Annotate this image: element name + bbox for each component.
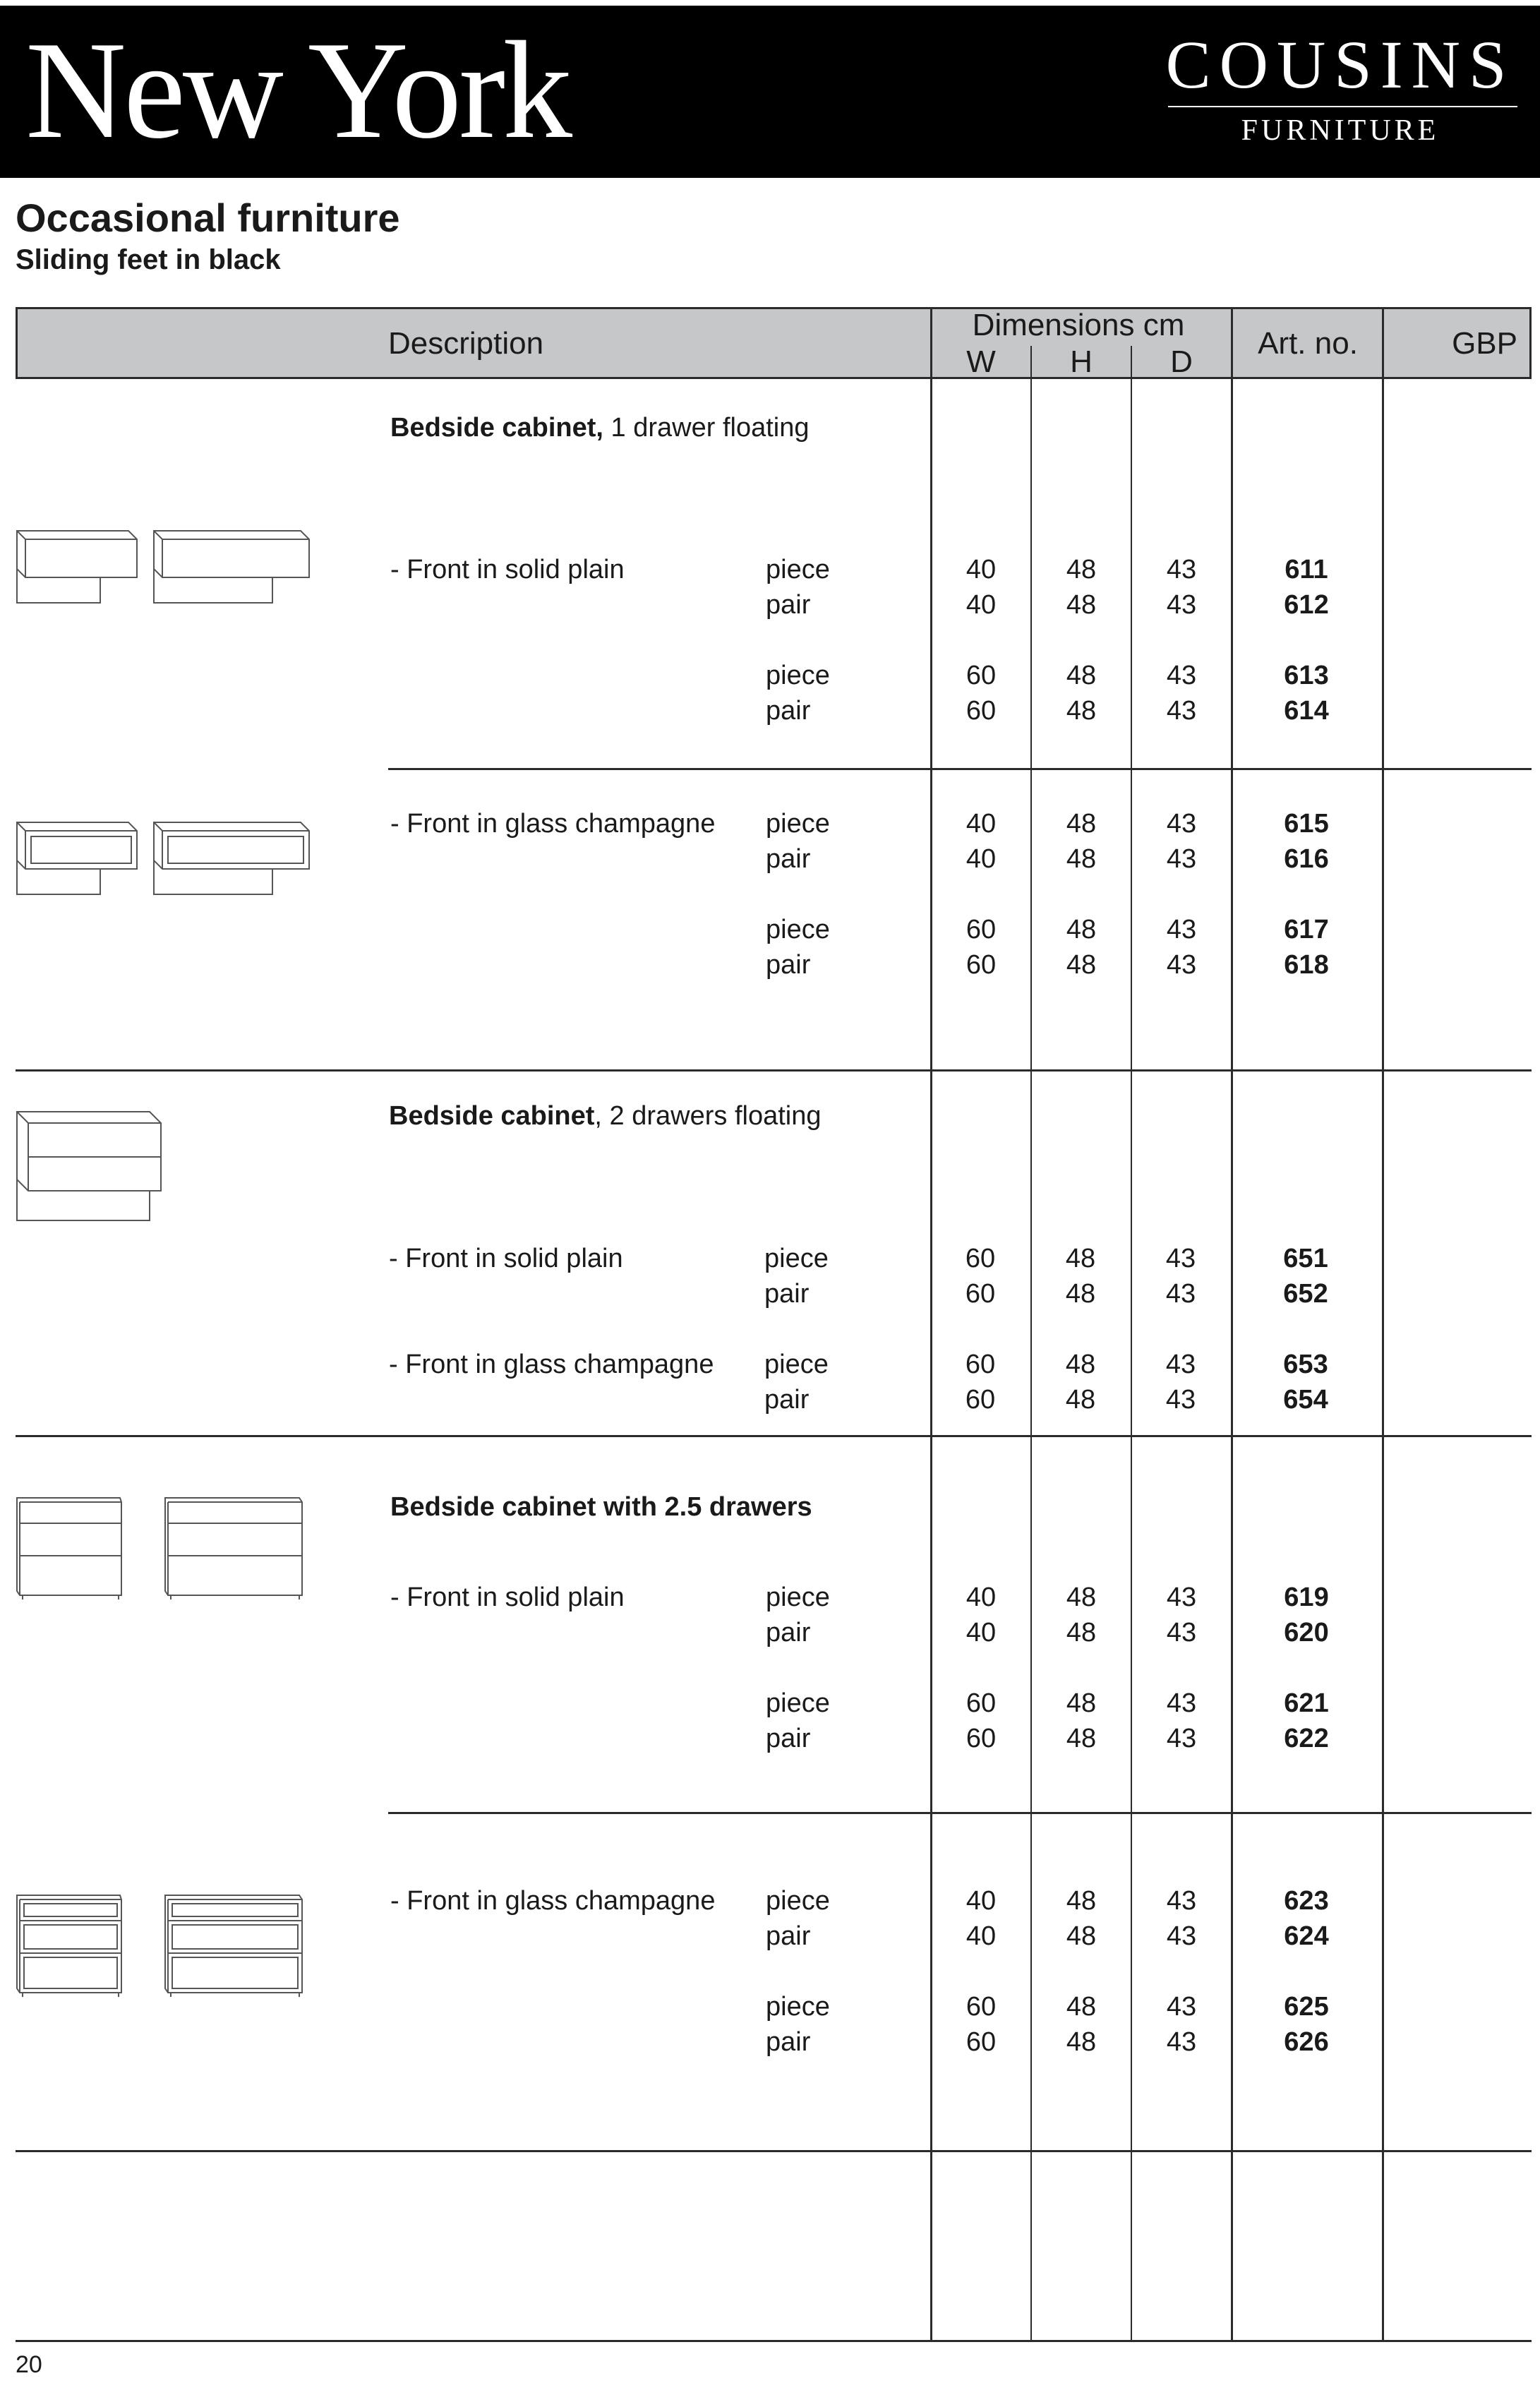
unit-label: piece: [766, 1583, 830, 1612]
depth-value: 43: [1166, 1921, 1197, 1951]
height-value: 48: [1065, 1350, 1096, 1379]
article-number: 654: [1283, 1385, 1328, 1415]
height-value: 48: [1066, 696, 1097, 726]
variant-divider: [388, 768, 1532, 770]
column-rule: [1131, 379, 1132, 2340]
height-value: 48: [1065, 1244, 1096, 1273]
height-value: 48: [1066, 950, 1097, 980]
group-divider: [16, 2150, 1532, 2152]
unit-label: pair: [764, 1279, 810, 1309]
header-divider: [1030, 346, 1032, 379]
width-value: 60: [965, 950, 997, 980]
depth-value: 43: [1166, 915, 1197, 944]
height-value: 48: [1065, 1279, 1096, 1309]
variant-label: - Front in solid plain: [390, 555, 625, 584]
width-value: 60: [965, 915, 997, 944]
height-value: 48: [1066, 1724, 1097, 1753]
article-number: 621: [1284, 1688, 1329, 1718]
brand-logo: COUSINS: [1165, 27, 1515, 102]
depth-value: 43: [1166, 661, 1197, 690]
unit-label: pair: [766, 2027, 811, 2057]
depth-value: 43: [1166, 844, 1197, 874]
bedside-cabinet-1-drawer-solid-sketch: [16, 529, 305, 607]
column-header-price: GBP: [1452, 326, 1517, 361]
height-value: 48: [1066, 1583, 1097, 1612]
column-rule: [1382, 379, 1384, 2340]
article-number: 622: [1284, 1724, 1329, 1753]
article-number: 615: [1284, 809, 1329, 839]
header-divider: [1231, 307, 1233, 379]
depth-value: 43: [1165, 1279, 1196, 1309]
unit-label: pair: [766, 696, 811, 726]
unit-label: piece: [766, 915, 830, 944]
section-title: Occasional furniture: [16, 196, 400, 240]
logo-divider: [1168, 106, 1517, 107]
width-value: 40: [965, 1886, 997, 1916]
article-number: 613: [1284, 661, 1329, 690]
group-title: [390, 412, 809, 443]
header-divider: [1382, 307, 1384, 379]
header-divider: [1131, 346, 1132, 379]
column-header-description: Description: [388, 326, 544, 361]
group-title-rest: 1 drawer floating: [603, 413, 810, 443]
article-number: 619: [1284, 1583, 1329, 1612]
variant-label: - Front in solid plain: [389, 1244, 623, 1273]
unit-label: pair: [766, 1921, 811, 1951]
variant-label: - Front in glass champagne: [390, 809, 716, 839]
height-value: 48: [1066, 1992, 1097, 2022]
article-number: 618: [1284, 950, 1329, 980]
article-number: 614: [1284, 696, 1329, 726]
unit-label: pair: [766, 950, 811, 980]
page-number: 20: [16, 2351, 42, 2378]
width-value: 60: [965, 661, 997, 690]
article-number: 624: [1284, 1921, 1329, 1951]
height-value: 48: [1066, 1886, 1097, 1916]
column-rule: [1030, 379, 1032, 2340]
article-number: 626: [1284, 2027, 1329, 2057]
bedside-cabinet-1-drawer-glass-sketch: [16, 821, 305, 899]
height-value: 48: [1066, 590, 1097, 620]
width-value: 40: [965, 590, 997, 620]
width-value: 40: [965, 1618, 997, 1647]
unit-label: piece: [766, 1886, 830, 1916]
article-number: 617: [1284, 915, 1329, 944]
group-title-bold: Bedside cabinet with 2.5 drawers: [390, 1492, 812, 1522]
unit-label: pair: [766, 1618, 811, 1647]
article-number: 653: [1283, 1350, 1328, 1379]
bedside-cabinet-2-drawers-sketch: [16, 1110, 164, 1223]
height-value: 48: [1065, 1385, 1096, 1415]
depth-value: 43: [1165, 1244, 1196, 1273]
depth-value: 43: [1166, 590, 1197, 620]
table-bottom-rule: [16, 2340, 1532, 2342]
depth-value: 43: [1166, 1583, 1197, 1612]
brand-logo-subtitle: FURNITURE: [1241, 114, 1440, 147]
depth-value: 43: [1166, 950, 1197, 980]
unit-label: piece: [766, 809, 830, 839]
depth-value: 43: [1166, 1688, 1197, 1718]
bedside-cabinet-2-5-drawers-glass-sketch: [16, 1894, 305, 2000]
unit-label: pair: [766, 1724, 811, 1753]
width-value: 60: [965, 1992, 997, 2022]
depth-value: 43: [1166, 1724, 1197, 1753]
height-value: 48: [1066, 809, 1097, 839]
width-value: 60: [965, 2027, 997, 2057]
article-number: 652: [1283, 1279, 1328, 1309]
depth-value: 43: [1166, 555, 1197, 584]
width-value: 40: [965, 844, 997, 874]
column-rule: [930, 379, 932, 2340]
article-number: 616: [1284, 844, 1329, 874]
unit-label: pair: [766, 844, 811, 874]
section-subtitle: Sliding feet in black: [16, 244, 281, 275]
height-value: 48: [1066, 915, 1097, 944]
unit-label: piece: [766, 555, 830, 584]
unit-label: piece: [766, 1688, 830, 1718]
group-title: [389, 1100, 821, 1132]
article-number: 620: [1284, 1618, 1329, 1647]
width-value: 60: [965, 1385, 996, 1415]
column-header-dimensions: Dimensions cm: [972, 308, 1185, 342]
group-divider: [16, 1069, 1532, 1072]
bedside-cabinet-2-5-drawers-sketch: [16, 1496, 305, 1602]
column-header-height: H: [1070, 344, 1093, 379]
unit-label: piece: [766, 661, 830, 690]
article-number: 611: [1285, 555, 1328, 584]
article-number: 651: [1283, 1244, 1328, 1273]
depth-value: 43: [1165, 1350, 1196, 1379]
height-value: 48: [1066, 844, 1097, 874]
unit-label: pair: [766, 590, 811, 620]
article-number: 623: [1284, 1886, 1329, 1916]
unit-label: pair: [764, 1385, 810, 1415]
header-divider: [1529, 307, 1532, 379]
width-value: 60: [965, 696, 997, 726]
variant-label: - Front in glass champagne: [390, 1886, 716, 1916]
article-number: 625: [1284, 1992, 1329, 2022]
group-title-bold: Bedside cabinet,: [390, 413, 603, 443]
group-title-bold: Bedside cabinet: [389, 1101, 595, 1131]
width-value: 60: [965, 1688, 997, 1718]
column-rule: [1231, 379, 1233, 2340]
depth-value: 43: [1166, 696, 1197, 726]
variant-label: - Front in glass champagne: [389, 1350, 714, 1379]
width-value: 60: [965, 1724, 997, 1753]
depth-value: 43: [1166, 809, 1197, 839]
variant-divider: [388, 1812, 1532, 1814]
width-value: 40: [965, 809, 997, 839]
width-value: 40: [965, 555, 997, 584]
header-divider: [930, 307, 932, 379]
column-header-art-no: Art. no.: [1258, 326, 1358, 361]
height-value: 48: [1066, 1688, 1097, 1718]
column-header-depth: D: [1170, 344, 1193, 379]
depth-value: 43: [1166, 1886, 1197, 1916]
width-value: 40: [965, 1583, 997, 1612]
unit-label: piece: [766, 1992, 830, 2022]
column-header-width: W: [966, 344, 996, 379]
unit-label: piece: [764, 1350, 829, 1379]
height-value: 48: [1066, 661, 1097, 690]
group-title: [390, 1491, 812, 1523]
depth-value: 43: [1166, 1992, 1197, 2022]
header-divider: [16, 307, 18, 379]
depth-value: 43: [1166, 1618, 1197, 1647]
group-title-rest: , 2 drawers floating: [594, 1101, 822, 1131]
width-value: 40: [965, 1921, 997, 1951]
unit-label: piece: [764, 1244, 829, 1273]
width-value: 60: [965, 1350, 996, 1379]
variant-label: - Front in solid plain: [390, 1583, 625, 1612]
collection-title: New York: [25, 13, 570, 167]
height-value: 48: [1066, 1618, 1097, 1647]
depth-value: 43: [1165, 1385, 1196, 1415]
group-divider: [16, 1435, 1532, 1437]
height-value: 48: [1066, 2027, 1097, 2057]
width-value: 60: [965, 1244, 996, 1273]
depth-value: 43: [1166, 2027, 1197, 2057]
width-value: 60: [965, 1279, 996, 1309]
height-value: 48: [1066, 555, 1097, 584]
article-number: 612: [1284, 590, 1329, 620]
height-value: 48: [1066, 1921, 1097, 1951]
